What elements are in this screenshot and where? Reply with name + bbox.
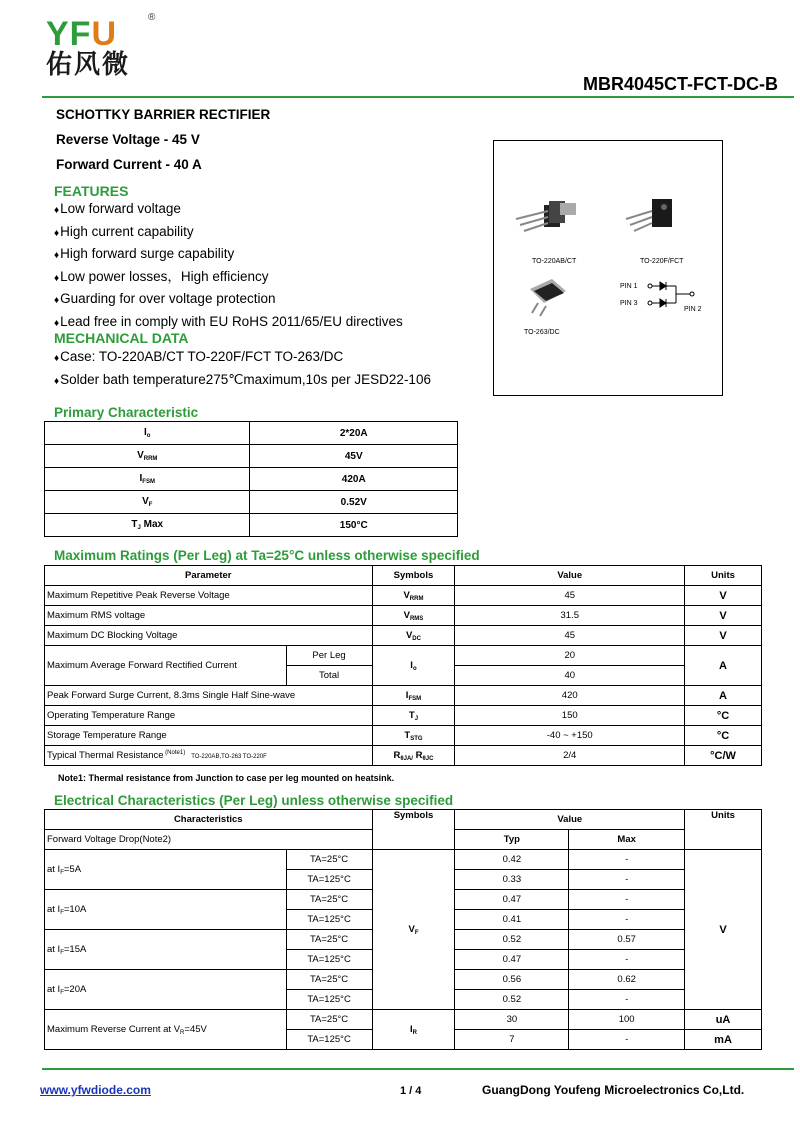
pkg-label-2: TO-220F/FCT: [640, 258, 684, 265]
symbol-main: I: [139, 473, 143, 484]
el-ir-symbol: [372, 1010, 455, 1050]
el-ta: TA=125°C: [286, 990, 372, 1010]
el-vf-label: Forward Voltage Drop(Note2): [45, 830, 373, 850]
mr-symbol: [372, 746, 455, 766]
registered-mark: ®: [148, 12, 156, 23]
mr-row: [45, 646, 762, 666]
el-typ: 0.56: [455, 970, 569, 990]
features-list: [54, 199, 403, 334]
mr-param: Maximum Repetitive Peak Reverse Voltage: [45, 586, 373, 606]
symbol-subscript: θJC: [422, 755, 434, 762]
primary-row: [45, 491, 458, 514]
primary-symbol: [45, 514, 250, 537]
symbol-subscript: FSM: [142, 479, 155, 485]
bullet-diamond-icon: ♦: [54, 227, 60, 239]
cond-pre: at I: [47, 903, 61, 915]
primary-value: 0.52V: [250, 491, 458, 514]
intro-block: [56, 102, 270, 177]
mr-symbol: [372, 586, 455, 606]
cond-sub: R: [180, 1029, 185, 1036]
mr-unit: °C/W: [685, 746, 762, 766]
cond-sub: F: [60, 909, 64, 916]
cond-post: =15A: [63, 943, 87, 955]
el-typ: 7: [455, 1030, 569, 1050]
el-max: -: [569, 870, 685, 890]
symbol-main: V: [142, 496, 149, 507]
el-vf-unit: V: [685, 850, 762, 1010]
mr-param: Typical Thermal Resistance $^{(Note1)}$TO-220AB,TO-263 TO-220F: [45, 746, 373, 766]
primary-row: [45, 422, 458, 445]
mr-header-parameter: Parameter: [45, 566, 373, 586]
symbol-subscript: RRM: [409, 595, 424, 602]
el-typ: 0.47: [455, 890, 569, 910]
to220ab-package-icon: [516, 201, 576, 231]
el-typ: 0.41: [455, 910, 569, 930]
symbol-subscript: RMS: [409, 615, 424, 622]
max-ratings-table: [44, 565, 762, 766]
bullet-text: High current capability: [60, 223, 194, 239]
bullet-text: Guarding for over voltage protection: [60, 291, 276, 306]
device-type: SCHOTTKY BARRIER RECTIFIER: [56, 107, 271, 122]
mr-value: 40: [455, 666, 685, 686]
symbol-suffix: Max: [140, 519, 164, 530]
bullet-diamond-icon: ♦: [54, 250, 60, 261]
logo-chinese-name: 佑风微: [46, 50, 131, 80]
symbol-subscript: R: [412, 1029, 417, 1036]
mr-unit: V: [685, 626, 762, 646]
mr-row: [45, 726, 762, 746]
el-condition: [45, 970, 287, 1010]
symbol-subscript: STG: [410, 735, 423, 742]
pin2-label: PIN 2: [684, 306, 702, 313]
el-max: -: [569, 990, 685, 1010]
el-condition: [45, 850, 287, 890]
el-ta: TA=125°C: [286, 950, 372, 970]
bullet-text: Low power losses，High efficiency: [60, 268, 269, 284]
el-condition: [45, 890, 287, 930]
symbol-main: V: [403, 609, 410, 621]
note1: Note1: Thermal resistance from Junction to case per leg mounted on heatsink.: [58, 773, 395, 783]
mr-value: 420: [455, 686, 685, 706]
mr-row: [45, 706, 762, 726]
symbol-main: V: [408, 923, 415, 935]
package-illustrations: [494, 141, 722, 395]
company-logo: [46, 16, 130, 80]
cond-pre: at I: [47, 943, 61, 955]
cond-post: =20A: [63, 983, 87, 995]
mr-value: 45: [455, 626, 685, 646]
el-header-units: Units: [685, 810, 762, 850]
el-ta: TA=25°C: [286, 890, 372, 910]
primary-symbol: [45, 422, 250, 445]
mr-header-units: Units: [685, 566, 762, 586]
el-max: -: [569, 950, 685, 970]
el-vf-symbol: [372, 850, 455, 1010]
mr-value: -40 ~ +150: [455, 726, 685, 746]
pin1-label: PIN 1: [620, 283, 638, 290]
mr-unit: A: [685, 646, 762, 686]
el-header-row: [45, 810, 762, 830]
el-max: -: [569, 890, 685, 910]
mr-row: [45, 606, 762, 626]
bullet-text: Case: TO-220AB/CT TO-220F/FCT TO-263/DC: [60, 349, 344, 364]
el-ir-row: [45, 1010, 762, 1030]
cond-sub: F: [60, 989, 64, 996]
symbol-main: I: [405, 689, 409, 701]
mr-subparam: Per Leg: [286, 646, 372, 666]
symbol-main: I: [410, 659, 413, 671]
mr-row: [45, 686, 762, 706]
mr-value: 45: [455, 586, 685, 606]
bullet-diamond-icon: ♦: [54, 317, 60, 329]
primary-symbol: [45, 468, 250, 491]
el-typ: 0.42: [455, 850, 569, 870]
symbol-subscript: θJA/: [400, 755, 413, 762]
mr-unit: °C: [685, 706, 762, 726]
el-unit: mA: [685, 1030, 762, 1050]
bullet-text: High forward surge capability: [60, 246, 235, 261]
primary-symbol: [45, 445, 250, 468]
cond-post: =10A: [63, 903, 87, 915]
mr-param: Maximum DC Blocking Voltage: [45, 626, 373, 646]
mechanical-list: [54, 347, 431, 392]
symbol-subscript: o: [412, 665, 417, 672]
symbol-main: T: [131, 519, 138, 530]
primary-title: Primary Characteristic: [54, 405, 199, 420]
el-ir-condition: [45, 1010, 287, 1050]
footer-divider: [42, 1068, 794, 1070]
bullet-diamond-icon: ♦: [54, 295, 60, 306]
mr-value: 150: [455, 706, 685, 726]
pin3-label: PIN 3: [620, 300, 638, 307]
bullet-text: Lead free in comply with EU RoHS 2011/65/EU directives: [60, 313, 403, 329]
el-header-symbols: Symbols: [372, 810, 455, 850]
mr-row: [45, 746, 762, 766]
el-ta: TA=125°C: [286, 910, 372, 930]
el-typ: 0.33: [455, 870, 569, 890]
bullet-text: Low forward voltage: [60, 201, 181, 216]
el-ta: TA=25°C: [286, 930, 372, 950]
mr-value: 31.5: [455, 606, 685, 626]
feature-item: [54, 199, 403, 222]
mr-packages: TO-220AB,TO-263 TO-220F: [191, 754, 267, 761]
pkg-label-3: TO-263/DC: [524, 329, 560, 336]
mr-unit: V: [685, 606, 762, 626]
symbol-subscript: FSM: [408, 695, 422, 702]
primary-row: [45, 468, 458, 491]
symbol-main: R: [393, 749, 401, 761]
el-row: [45, 850, 762, 870]
el-header-characteristics: Characteristics: [45, 810, 373, 830]
mr-unit: °C: [685, 726, 762, 746]
cond-pre: at I: [47, 863, 61, 875]
feature-item: [54, 222, 403, 245]
primary-row: [45, 514, 458, 537]
mr-symbol: [372, 626, 455, 646]
mr-symbol: [372, 706, 455, 726]
primary-symbol: [45, 491, 250, 514]
feature-item: [54, 267, 403, 290]
primary-value: 420A: [250, 468, 458, 491]
feature-item: [54, 244, 403, 267]
cond-pre: Maximum Reverse Current at V: [47, 1023, 181, 1035]
mr-param: Peak Forward Surge Current, 8.3ms Single Half Sine-wave: [45, 686, 373, 706]
el-ta: TA=25°C: [286, 970, 372, 990]
mr-symbol: [372, 726, 455, 746]
symbol-main: V: [137, 450, 144, 461]
symbol-subscript: DC: [412, 635, 421, 642]
symbol-main: V: [405, 629, 413, 641]
el-max: 0.57: [569, 930, 685, 950]
electrical-title: Electrical Characteristics (Per Leg) unless otherwise specified: [54, 793, 454, 808]
mr-param: Maximum Average Forward Rectified Current: [45, 646, 287, 686]
mr-param: Maximum RMS voltage: [45, 606, 373, 626]
symbol-main: I: [410, 1023, 413, 1035]
logo-letter-u: U: [91, 15, 118, 53]
el-typ: 0.52: [455, 990, 569, 1010]
forward-current: Forward Current - 40 A: [56, 157, 202, 172]
el-condition: [45, 930, 287, 970]
cond-post: =45V: [184, 1023, 207, 1035]
mechanical-title: MECHANICAL DATA: [54, 330, 189, 346]
el-ta: TA=25°C: [286, 850, 372, 870]
mr-note-ref: (Note1): [163, 749, 186, 756]
el-typ: 0.47: [455, 950, 569, 970]
symbol-main: V: [403, 589, 410, 601]
el-header-typ: Typ: [455, 830, 569, 850]
el-typ: 30: [455, 1010, 569, 1030]
features-title: FEATURES: [54, 183, 129, 199]
mr-symbol: [372, 646, 455, 686]
pkg-label-1: TO-220AB/CT: [532, 258, 577, 265]
mr-param: Storage Temperature Range: [45, 726, 373, 746]
el-ta: TA=25°C: [286, 1010, 372, 1030]
feature-item: [54, 289, 403, 312]
mr-param: Operating Temperature Range: [45, 706, 373, 726]
bullet-diamond-icon: ♦: [54, 375, 60, 387]
primary-value: 150°C: [250, 514, 458, 537]
symbol-subscript: F: [148, 502, 153, 508]
bullet-diamond-icon: ♦: [54, 272, 60, 284]
mr-unit: V: [685, 586, 762, 606]
symbol-main: R: [412, 749, 423, 761]
mr-header-value: Value: [455, 566, 685, 586]
page-number: 1 / 4: [400, 1085, 422, 1097]
mr-row: [45, 586, 762, 606]
package-image-box: [493, 140, 723, 396]
symbol-main: T: [404, 729, 411, 741]
primary-value: 45V: [250, 445, 458, 468]
header-divider: [42, 96, 794, 98]
el-max: 0.62: [569, 970, 685, 990]
cond-sub: F: [60, 869, 64, 876]
mr-symbol: [372, 606, 455, 626]
el-max: -: [569, 850, 685, 870]
primary-value: 2*20A: [250, 422, 458, 445]
el-max: -: [569, 1030, 685, 1050]
to220f-package-icon: [626, 199, 672, 231]
mechanical-item: [54, 347, 431, 370]
symbol-main: I: [144, 427, 147, 438]
mechanical-item: [54, 370, 431, 393]
mr-symbol: [372, 686, 455, 706]
bullet-diamond-icon: ♦: [54, 205, 60, 216]
primary-table: [44, 421, 458, 537]
el-header-value: Value: [455, 810, 685, 830]
mr-row: [45, 626, 762, 646]
el-typ: 0.52: [455, 930, 569, 950]
reverse-voltage: Reverse Voltage - 45 V: [56, 132, 200, 147]
pin-diagram-icon: [648, 282, 694, 307]
to263-package-icon: [530, 279, 566, 316]
symbol-subscript: J: [414, 715, 419, 722]
cond-post: =5A: [63, 863, 82, 875]
mr-header-symbols: Symbols: [372, 566, 455, 586]
symbol-subscript: F: [414, 929, 419, 936]
primary-row: [45, 445, 458, 468]
el-header-max: Max: [569, 830, 685, 850]
el-ta: TA=125°C: [286, 870, 372, 890]
symbol-subscript: o: [146, 433, 151, 439]
logo-letters: YF: [46, 15, 92, 53]
symbol-main: T: [408, 709, 415, 721]
company-name: GuangDong Youfeng Microelectronics Co,Ltd.: [482, 1083, 745, 1097]
el-unit: uA: [685, 1010, 762, 1030]
cond-pre: at I: [47, 983, 61, 995]
mr-unit: A: [685, 686, 762, 706]
mr-subparam: Total: [286, 666, 372, 686]
cond-sub: F: [60, 949, 64, 956]
el-ta: TA=125°C: [286, 1030, 372, 1050]
part-number: MBR4045CT-FCT-DC-B: [582, 74, 778, 94]
bullet-text: Solder bath temperature275℃maximum,10s per JESD22-106: [60, 371, 431, 387]
bullet-diamond-icon: ♦: [54, 353, 60, 364]
symbol-subscript: RRM: [143, 456, 158, 462]
electrical-table: [44, 809, 762, 1050]
el-max: 100: [569, 1010, 685, 1030]
mr-value: 20: [455, 646, 685, 666]
mr-value: 2/4: [455, 746, 685, 766]
symbol-subscript: J: [137, 525, 141, 531]
website-link[interactable]: www.yfwdiode.com: [40, 1083, 151, 1097]
max-ratings-title: Maximum Ratings (Per Leg) at Ta=25°C unless otherwise specified: [54, 548, 480, 563]
el-max: -: [569, 910, 685, 930]
